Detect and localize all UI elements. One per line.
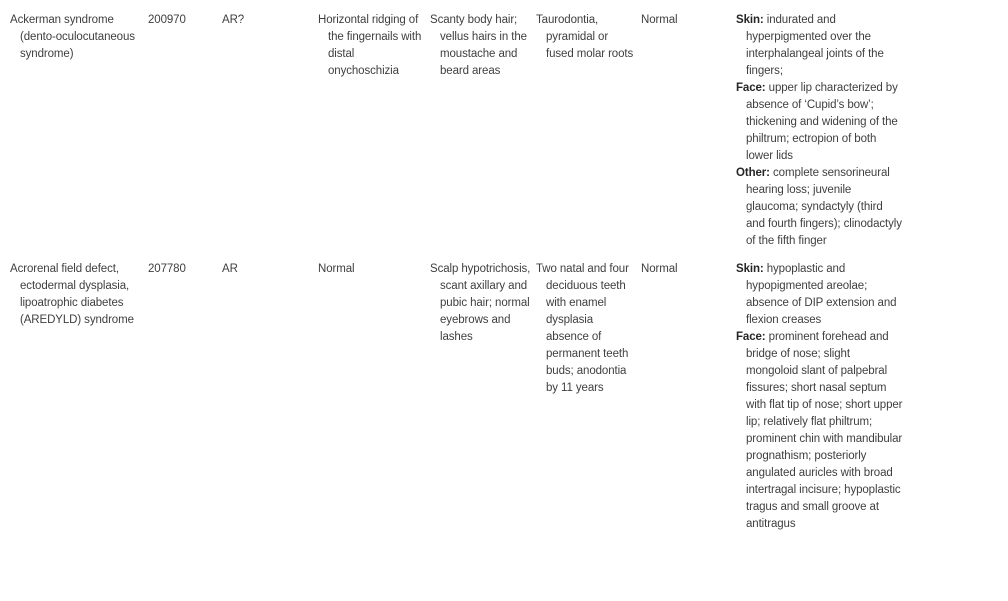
feature-text: prominent forehead and bridge of nose; slight mongoloid slant of palpebral fissures; short nasal septum with flat tip of nose; short upper lip; relatively flat philtrum; prominent chin with mandibular prognathism; posteriorly angulated auricles with broad intertragal incisure; hypoplastic tragus and small groove at antitragus xyxy=(746,331,903,530)
syndrome-table xyxy=(10,12,998,544)
feature-label: Skin: xyxy=(736,14,764,26)
cell-nails xyxy=(318,12,430,261)
feature-text: hypoplastic and hypopigmented areolae; absence of DIP extension and flexion creases xyxy=(746,263,897,326)
feature-item xyxy=(736,329,903,533)
feature-item xyxy=(736,261,903,329)
hair-description: Scanty body hair; vellus hairs in the moustache and beard areas xyxy=(430,14,527,77)
syndrome-name: Acrorenal field defect, ectodermal dysplasia, lipoatrophic diabetes (AREDYLD) syndrome xyxy=(10,263,134,326)
feature-item xyxy=(736,80,903,165)
teeth-description: Two natal and four deciduous teeth with enamel dysplasia absence of permanent teeth buds; anodontia by 11 years xyxy=(536,263,629,394)
omim-number: 207780 xyxy=(148,263,186,275)
feature-item xyxy=(736,12,903,80)
teeth-description: Taurodontia, pyramidal or fused molar roots xyxy=(536,14,634,60)
table-row xyxy=(10,261,998,544)
cell-inheritance xyxy=(222,12,318,261)
nails-description: Normal xyxy=(318,263,355,275)
cell-teeth xyxy=(536,12,641,261)
cell-nails xyxy=(318,261,430,544)
nails-description: Horizontal ridging of the fingernails with distal onychoschizia xyxy=(318,14,422,77)
feature-label: Face: xyxy=(736,331,766,343)
feature-label: Skin: xyxy=(736,263,764,275)
sweating-value: Normal xyxy=(641,263,678,275)
syndrome-name: Ackerman syndrome (dento-oculocutaneous syndrome) xyxy=(10,14,135,60)
cell-other-features xyxy=(736,261,998,544)
cell-inheritance xyxy=(222,261,318,544)
cell-syndrome-name xyxy=(10,261,148,544)
table-row xyxy=(10,12,998,261)
cell-sweating xyxy=(641,12,736,261)
feature-text: upper lip characterized by absence of ‘Cupid’s bow’; thickening and widening of the philtrum; ectropion of both lower lids xyxy=(746,82,898,162)
feature-item xyxy=(736,165,903,250)
cell-teeth xyxy=(536,261,641,544)
cell-omim-number xyxy=(148,261,222,544)
cell-omim-number xyxy=(148,12,222,261)
inheritance-value: AR xyxy=(222,263,238,275)
omim-number: 200970 xyxy=(148,14,186,26)
feature-text: indurated and hyperpigmented over the interphalangeal joints of the fingers; xyxy=(746,14,884,77)
cell-other-features xyxy=(736,12,998,261)
cell-sweating xyxy=(641,261,736,544)
inheritance-value: AR? xyxy=(222,14,245,26)
cell-hair xyxy=(430,12,536,261)
sweating-value: Normal xyxy=(641,14,678,26)
feature-label: Face: xyxy=(736,82,766,94)
cell-syndrome-name xyxy=(10,12,148,261)
feature-text: complete sensorineural hearing loss; juvenile glaucoma; syndactyly (third and fourth fingers); clinodactyly of the fifth finger xyxy=(746,167,902,247)
feature-label: Other: xyxy=(736,167,770,179)
hair-description: Scalp hypotrichosis, scant axillary and pubic hair; normal eyebrows and lashes xyxy=(430,263,531,343)
cell-hair xyxy=(430,261,536,544)
